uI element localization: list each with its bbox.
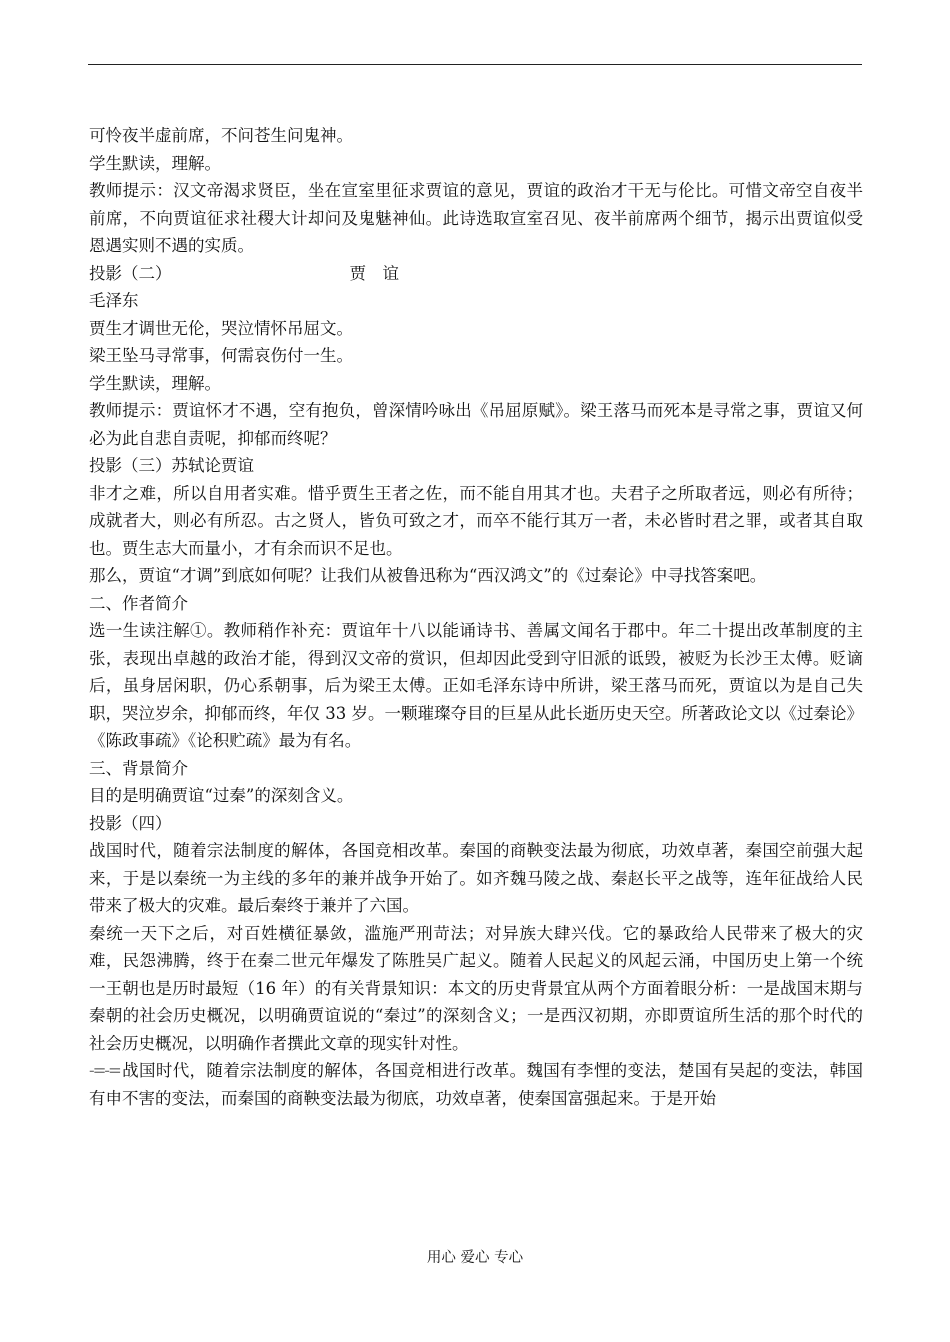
paragraph: 可怜夜半虚前席，不问苍生问鬼神。	[89, 126, 353, 145]
poem-line: 梁王坠马寻常事，何需哀伤付一生。	[89, 346, 353, 365]
paragraph: 学生默读，理解。	[89, 373, 221, 393]
paragraph	[89, 1057, 863, 1112]
paragraph: 教师提示：贾谊怀才不遇，空有抱负，曾深情吟咏出《吊屈原赋》。梁王落马而死本是寻常之事，贾谊又何必为此自悲自责呢，抑郁而终呢？	[89, 401, 863, 448]
page-footer: 用心 爱心 专心	[426, 1250, 524, 1266]
poem-line: 贾生才调世无伦，哭泣情怀吊屈文。	[89, 318, 353, 338]
paragraph: 学生默读，理解。	[89, 153, 221, 173]
projection-heading: 投影（四）	[89, 813, 172, 833]
paragraph: 非才之难，所以自用者实难。惜乎贾生王者之佐，而不能自用其才也。夫君子之所取者远，则必有所待；成就者大，则必有所忍。古之贤人，皆负可致之才，而卒不能行其万一者，未必皆时君之罪，或者其自取也。贾生志大而量小，才有余而识不足也。	[89, 483, 863, 558]
paragraph: 秦统一天下之后，对百姓横征暴敛，滥施严刑苛法；对异族大肆兴伐。它的暴政给人民带来了极大的灾难，民怨沸腾，终于在秦二世元年爆发了陈胜吴广起义。随着人民起义的风起云涌，中国历史上第一个统一王朝也是历时最短（16 年）的有关背景知识：本文的历史背景宜从两个方面着眼分析：一是战国末期与秦朝的社会历史概况，以明确贾谊说的“秦过”的深刻含义；一是西汉初期，亦即贾谊所生活的那个时代的社会历史概况，以明确作者撰此文章的现实针对性。	[89, 923, 863, 1053]
header-rule	[88, 64, 862, 65]
watermark-mark: -=-=	[89, 1061, 120, 1080]
section-heading: 二、作者简介	[89, 593, 188, 613]
poem-title: 贾 谊	[349, 263, 399, 283]
section-heading: 三、背景简介	[89, 758, 188, 778]
poem-author: 毛泽东	[89, 291, 139, 310]
paragraph: 战国时代，随着宗法制度的解体，各国竞相改革。秦国的商鞅变法最为彻底，功效卓著，秦国空前强大起来，于是以秦统一为主线的多年的兼并战争开始了。如齐魏马陵之战、秦赵长平之战等，连年征战给人民带来了极大的灾难。最后秦终于兼并了六国。	[89, 841, 863, 915]
projection-heading	[89, 260, 863, 288]
projection-label: 投影（二）	[89, 263, 172, 283]
paragraph: 那么，贾谊“才调”到底如何呢？让我们从被鲁迅称为“西汉鸿文”的《过秦论》中寻找答案吧。	[89, 566, 767, 585]
paragraph: 选一生读注解①。教师稍作补充：贾谊年十八以能诵诗书、善属文闻名于郡中。年二十提出改革制度的主张，表现出卓越的政治才能，得到汉文帝的赏识，但却因此受到守旧派的诋毁，被贬为长沙王太傅。贬谪后，虽身居闲职，仍心系朝事，后为梁王太傅。正如毛泽东诗中所讲，梁王落马而死，贾谊以为是自己失职，哭泣岁余，抑郁而终，年仅 33 岁。一颗璀璨夺目的巨星从此长逝历史天空。所著政论文以《过秦论》《陈政事疏》《论积贮疏》最为有名。	[89, 621, 863, 750]
paragraph: 目的是明确贾谊“过秦”的深刻含义。	[89, 786, 354, 805]
document-body	[89, 122, 863, 1112]
projection-heading: 投影（三）苏轼论贾谊	[89, 456, 254, 475]
paragraph-text: 战国时代，随着宗法制度的解体，各国竞相进行改革。魏国有李悝的变法，楚国有吴起的变法，韩国有申不害的变法，而秦国的商鞅变法最为彻底，功效卓著，使秦国富强起来。于是开始	[89, 1061, 863, 1108]
paragraph: 教师提示：汉文帝渴求贤臣，坐在宣室里征求贾谊的意见，贾谊的政治才干无与伦比。可惜文帝空自夜半前席，不向贾谊征求社稷大计却问及鬼魅神仙。此诗选取宣室召见、夜半前席两个细节，揭示出贾谊似受恩遇实则不遇的实质。	[89, 181, 863, 255]
